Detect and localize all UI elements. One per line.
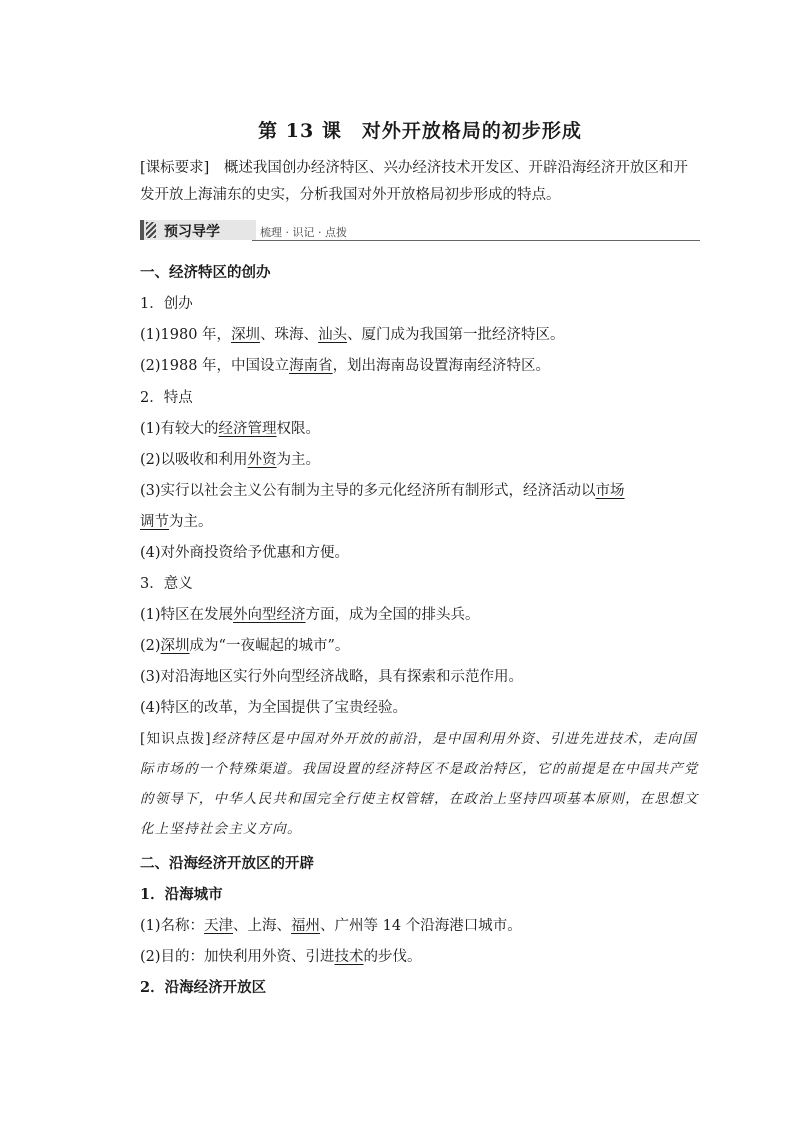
subheading: 1．创办 [140,296,193,312]
list-item: (2)目的：加快利用外资、引进技术的步伐。 [140,949,422,965]
tip-text: 经济特区是中国对外开放的前沿，是中国利用外资、引进先进技术，走向国际市场的一个特殊渠道。我国设置的经济特区不是政治特区，它的前提是在中国共产党的领导下，中华人民共和国完全行使主权管辖，在政治上坚持四项基本原则，在思想文化上坚持社会主义方向。 [140,731,699,837]
requirement-text: 概述我国创办经济特区、兴办经济技术开发区、开辟沿海经济开放区和开发开放上海浦东的史实，分析我国对外开放格局初步形成的特点。 [140,160,688,203]
list-item: (4)对外商投资给予优惠和方便。 [140,545,350,561]
list-item: (1)名称：天津、上海、福州、广州等 14 个沿海港口城市。 [140,918,522,934]
banner-rule [252,240,700,241]
list-item: (3)实行以社会主义公有制为主导的多元化经济所有制形式，经济活动以市场 [140,483,625,499]
curriculum-requirement [140,155,700,209]
section-banner [140,220,700,242]
section2-heading: 二、沿海经济开放区的开辟 [140,855,314,872]
list-item: (1)特区在发展外向型经济方面，成为全国的排头兵。 [140,607,480,623]
list-item: (2)以吸收和利用外资为主。 [140,452,321,468]
list-item: (2)1988 年，中国设立海南省，划出海南岛设置海南经济特区。 [140,358,551,374]
list-item: (4)特区的改革，为全国提供了宝贵经验。 [140,700,408,716]
banner-tag [140,220,256,240]
list-item: (2)深圳成为“一夜崛起的城市”。 [140,638,350,654]
list-item-continued: 调节为主。 [140,514,213,530]
knowledge-tip [140,724,700,844]
subheading: 1．沿海城市 [140,886,223,903]
requirement-label: [课标要求] [140,160,210,176]
section1-heading: 一、经济特区的创办 [140,264,271,281]
lesson-title: 第 13 课 对外开放格局的初步形成 [258,120,582,142]
banner-subtitle: 梳理 · 识记 · 点拨 [260,226,347,239]
tip-label: [知识点拨] [140,731,212,747]
stripe-icon [146,222,156,238]
list-item: (3)对沿海地区实行外向型经济战略，具有探索和示范作用。 [140,669,524,685]
banner-label: 预习导学 [164,224,220,240]
subheading: 3．意义 [140,576,193,592]
subheading: 2．沿海经济开放区 [140,979,267,996]
list-item: (1)1980 年，深圳、珠海、汕头、厦门成为我国第一批经济特区。 [140,327,565,343]
subheading: 2．特点 [140,390,193,406]
list-item: (1)有较大的经济管理权限。 [140,421,321,437]
